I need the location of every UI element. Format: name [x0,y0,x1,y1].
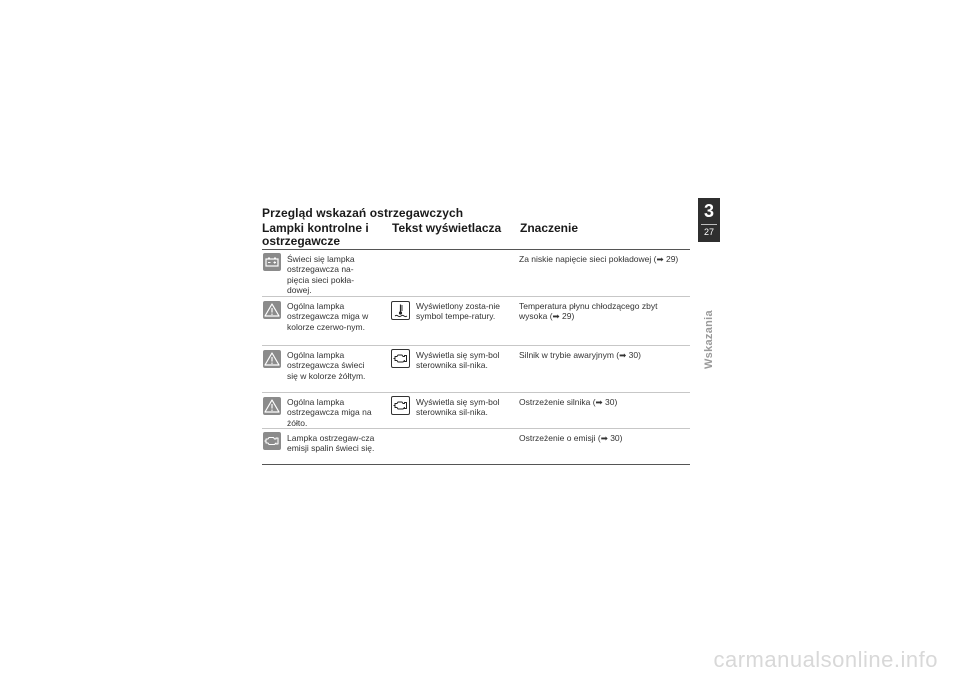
lamp-description: Ogólna lampka ostrzegawcza świeci się w kolorze żółtym. [287,350,366,381]
meaning-text: Ostrzeżenie silnika (➡ 30) [519,397,618,407]
display-text: Wyświetla się sym-bol sterownika sil-nika. [416,397,500,418]
table-row [262,429,690,464]
lamp-description: Ogólna lampka ostrzegawcza miga w kolorze czerwo-nym. [287,301,369,332]
warning-triangle-icon [263,301,281,319]
table-row [262,346,690,392]
table-bottom-rule [262,464,690,465]
battery-icon [263,253,281,271]
engine-control-icon [391,396,410,415]
section-title: Przegląd wskazań ostrzegawczych [262,206,464,220]
lamp-description: Świeci się lampka ostrzegawcza na-pięcia sieci pokła-dowej. [287,254,355,296]
table-row [262,297,690,345]
meaning-text: Silnik w trybie awaryjnym (➡ 30) [519,350,641,360]
chapter-side-label: Wskazania [703,310,715,369]
page-number: 27 [703,227,714,237]
warning-triangle-icon [263,350,281,368]
table-row [262,393,690,428]
table-row [262,250,690,296]
engine-emission-icon [263,432,281,450]
lamp-description: Ogólna lampka ostrzegawcza miga na żółto. [287,397,372,428]
chapter-tab-divider [701,224,717,225]
header-display-text: Tekst wyświetlacza [392,221,502,235]
lamp-description: Lampka ostrzegaw-cza emisji spalin świeci się. [287,433,375,454]
warning-triangle-icon [263,397,281,415]
meaning-text: Ostrzeżenie o emisji (➡ 30) [519,433,623,443]
chapter-number: 3 [703,201,714,221]
meaning-text: Temperatura płynu chłodzącego zbyt wysoka (➡ 29) [519,301,658,322]
display-text: Wyświetlony zosta-nie symbol tempe-ratury. [416,301,501,322]
watermark: carmanualsonline.info [713,647,938,672]
header-meaning: Znaczenie [520,221,579,235]
header-warning-lamps: Lampki kontrolne i ostrzegawcze [262,221,369,248]
display-text: Wyświetla się sym-bol sterownika sil-nika. [416,350,500,371]
coolant-temperature-icon [391,301,410,320]
engine-control-icon [391,349,410,368]
meaning-text: Za niskie napięcie sieci pokładowej (➡ 29) [519,254,679,264]
